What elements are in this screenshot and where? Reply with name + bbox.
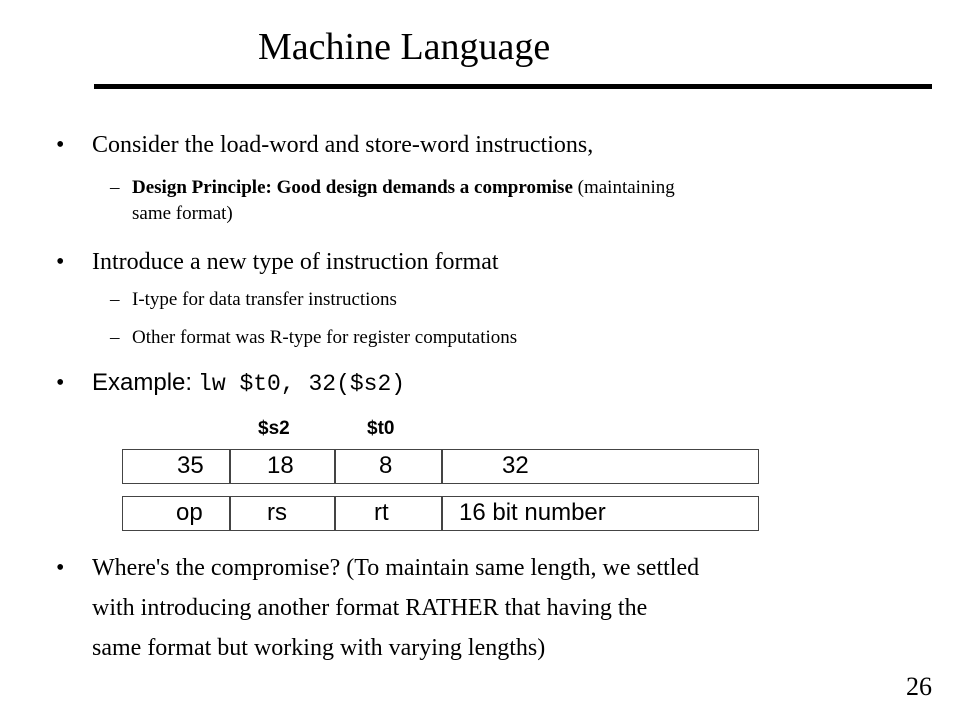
field-rt: rt xyxy=(374,499,389,526)
field-divider xyxy=(229,450,231,483)
field-divider xyxy=(229,497,231,530)
bullet-compromise xyxy=(92,548,912,668)
sub-bullet-design-principle-line2: same format) xyxy=(132,203,233,224)
value-immediate: 32 xyxy=(502,452,529,479)
slide-title: Machine Language xyxy=(258,26,551,68)
field-op: op xyxy=(176,499,203,526)
value-rs: 18 xyxy=(267,452,294,479)
bullet-load-store: • Consider the load-word and store-word instructions, xyxy=(92,130,593,160)
field-immediate: 16 bit number xyxy=(459,499,606,526)
encoding-fields-row xyxy=(122,496,759,531)
value-op: 35 xyxy=(177,452,204,479)
bullet-new-format: • Introduce a new type of instruction format xyxy=(92,247,499,277)
sub-bullet-design-principle xyxy=(110,175,675,201)
encoding-values-row xyxy=(122,449,759,484)
field-divider xyxy=(441,497,443,530)
sub-bullet-i-type xyxy=(110,287,397,313)
field-divider xyxy=(334,450,336,483)
register-label-t0: $t0 xyxy=(367,418,395,439)
r-type-text: Other format was R-type for register computations xyxy=(132,327,518,348)
sub-bullet-dash: – xyxy=(110,177,120,198)
field-divider xyxy=(441,450,443,483)
bullet-example xyxy=(92,368,405,399)
i-type-text: I-type for data transfer instructions xyxy=(132,289,397,310)
sub-bullet-dash: – xyxy=(110,327,120,348)
title-underline xyxy=(94,84,932,89)
sub-bullet-r-type xyxy=(110,325,518,351)
design-principle-rest: (maintaining xyxy=(572,177,675,198)
page-number: 26 xyxy=(906,672,932,701)
register-label-s2: $s2 xyxy=(258,418,290,439)
value-rt: 8 xyxy=(379,452,393,479)
compromise-line-3: same format but working with varying lengths) xyxy=(92,635,546,661)
sub-bullet-dash: – xyxy=(110,289,120,310)
example-label: Example: xyxy=(92,369,193,396)
design-principle-text: Design Principle: Good design demands a compromise xyxy=(132,177,573,198)
compromise-line-2: with introducing another format RATHER that having the xyxy=(92,595,648,621)
example-code: lw $t0, 32($s2) xyxy=(198,371,406,397)
field-divider xyxy=(334,497,336,530)
field-rs: rs xyxy=(267,499,287,526)
compromise-line-1: • Where's the compromise? (To maintain same length, we settled xyxy=(92,555,700,581)
